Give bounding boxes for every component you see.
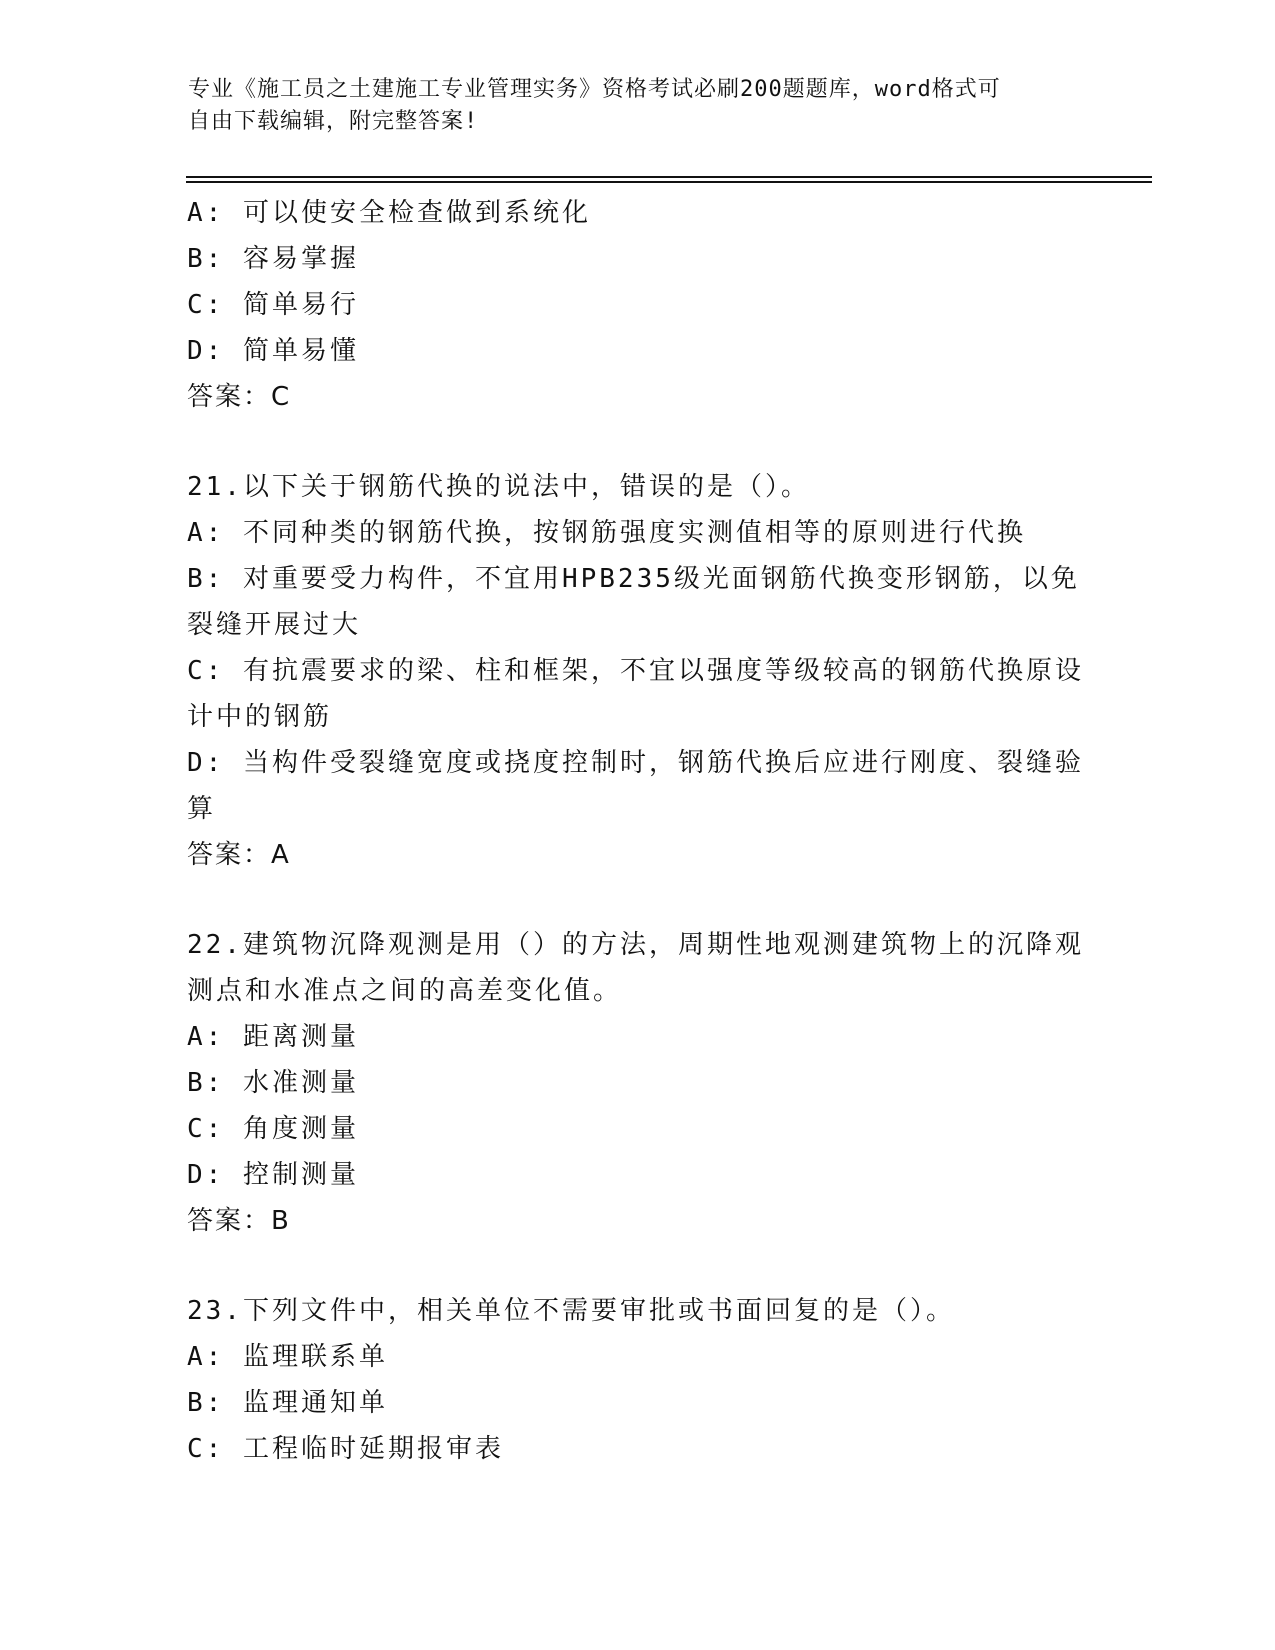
option-c: C: 工程临时延期报审表 — [187, 1434, 504, 1464]
option-d: D: 当构件受裂缝宽度或挠度控制时，钢筋代换后应进行刚度、裂缝验算 — [187, 748, 1084, 824]
option-a: A: 监理联系单 — [187, 1342, 388, 1372]
answer: 答案：B — [187, 1206, 291, 1236]
option-a: A: 不同种类的钢筋代换，按钢筋强度实测值相等的原则进行代换 — [187, 518, 1026, 548]
document-header — [188, 74, 1088, 138]
header-rule-bottom — [186, 181, 1152, 183]
option-c: C: 简单易行 — [187, 290, 359, 320]
option-c: C: 角度测量 — [187, 1114, 359, 1144]
option-b: B: 监理通知单 — [187, 1388, 388, 1418]
spacer — [187, 1244, 1087, 1288]
option-a: A: 可以使安全检查做到系统化 — [187, 198, 591, 228]
header-line-2: 自由下载编辑，附完整答案! — [188, 109, 479, 134]
question-21 — [187, 464, 1087, 878]
header-line-1: 专业《施工员之土建施工专业管理实务》资格考试必刷200题题库，word格式可 — [188, 77, 1001, 102]
option-b: B: 水准测量 — [187, 1068, 359, 1098]
question-text: 23.下列文件中，相关单位不需要审批或书面回复的是（）。 — [187, 1296, 955, 1326]
answer: 答案：C — [187, 382, 292, 412]
question-text: 21.以下关于钢筋代换的说法中，错误的是（）。 — [187, 472, 810, 502]
question-list — [187, 190, 1087, 1472]
option-a: A: 距离测量 — [187, 1022, 359, 1052]
spacer — [187, 420, 1087, 464]
option-c: C: 有抗震要求的梁、柱和框架，不宜以强度等级较高的钢筋代换原设计中的钢筋 — [187, 656, 1084, 732]
option-d: D: 简单易懂 — [187, 336, 359, 366]
spacer — [187, 878, 1087, 922]
answer: 答案：A — [187, 840, 291, 870]
option-d: D: 控制测量 — [187, 1160, 359, 1190]
option-b: B: 对重要受力构件，不宜用HPB235级光面钢筋代换变形钢筋，以免裂缝开展过大 — [187, 564, 1080, 640]
question-text: 22.建筑物沉降观测是用（）的方法，周期性地观测建筑物上的沉降观测点和水准点之间的高差变化值。 — [187, 930, 1084, 1006]
header-rule-top — [186, 176, 1152, 178]
question-22 — [187, 922, 1087, 1244]
question-23 — [187, 1288, 1087, 1472]
option-b: B: 容易掌握 — [187, 244, 359, 274]
question-20-continued — [187, 190, 1087, 420]
